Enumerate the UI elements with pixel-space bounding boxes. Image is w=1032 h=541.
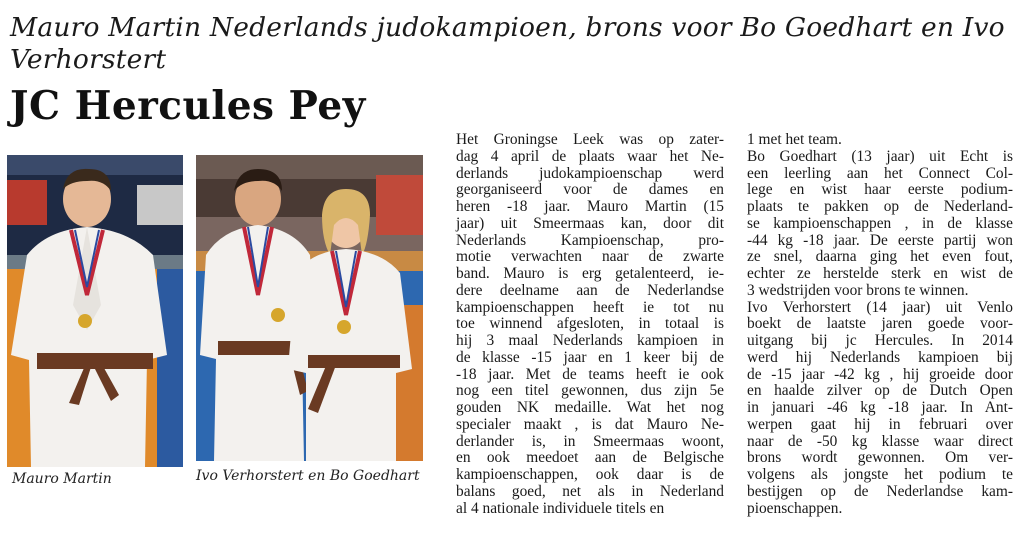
photo-mauro-martin-image (7, 155, 183, 467)
article-line: toe winnend afgesloten, in totaal is (456, 315, 724, 333)
article-line: echter ze herstelde sterk en wist de (747, 265, 1013, 282)
article-line: brons wordt gewonnen. Om ver- (747, 449, 1013, 467)
article-line: de klasse -15 jaar en 1 keer bij de (456, 348, 724, 366)
article-line: hij 3 maal Nederlands kampioen in (456, 332, 724, 349)
photo-caption-2: Ivo Verhorstert en Bo Goedhart (196, 468, 420, 484)
photo-ivo-bo (196, 155, 423, 461)
article-line: dag 4 april de plaats waar het Ne- (456, 147, 724, 165)
article-line: derlander is, in Smeermaas woont, (456, 432, 724, 450)
article-line: pioenschappen. (747, 499, 843, 517)
article-line: werd hij Nederlands kampioen bij (747, 348, 1013, 366)
article-line: Bo Goedhart (13 jaar) uit Echt is (747, 147, 1013, 165)
article-line: motie verwachten naar de zwarte (456, 248, 724, 266)
article-line: en ook meedoet aan de Belgische (456, 449, 724, 467)
article-column-1 (456, 132, 724, 517)
article-line: volgens als jongste het podium te (747, 466, 1013, 483)
article-line: uitgang bij jc Hercules. In 2014 (747, 332, 1013, 349)
article-line: in januari -46 kg -18 jaar. In Ant- (747, 399, 1013, 416)
article-line: al 4 nationale individuele titels en (456, 499, 665, 517)
photo-mauro-martin (7, 155, 183, 467)
article-line: -18 jaar. Met de teams heeft ie ook (456, 365, 724, 383)
article-line: band. Mauro is erg getalenteerd, ie- (456, 265, 724, 282)
article-line: ze snel, daarna ging het even fout, (747, 248, 1013, 266)
article-line: kampioenschappen, ook daar is de (456, 466, 724, 483)
article-line: dere deelname aan de Nederlandse (456, 281, 724, 299)
article-subheadline: JC Hercules Pey (10, 83, 366, 129)
article-line: balans goed, net als in Nederland (456, 482, 724, 500)
article-line: derlands judokampioenschap werd (456, 164, 724, 182)
article-line: Nederlands Kampioenschap, pro- (456, 231, 724, 249)
article-line: bestijgen op de Nederlandse kam- (747, 482, 1013, 500)
article-line: de -15 jaar -42 kg , hij groeide door (747, 365, 1013, 383)
article-line: gouden NK medaille. Wat het nog (456, 399, 724, 416)
article-line: werpen gaat hij in februari over (747, 415, 1013, 433)
article-line: naar de -50 kg klasse waar direct (747, 432, 1013, 450)
article-line: heren -18 jaar. Mauro Martin (15 (456, 198, 724, 215)
article-line: Ivo Verhorstert (14 jaar) uit Venlo (747, 298, 1013, 316)
article-line: boekt de laatste jaren goede voor- (747, 315, 1013, 333)
article-line: specialer maakt , is dat Mauro Ne- (456, 415, 724, 433)
article-line: kampioenschappen heeft ie tot nu (456, 298, 724, 316)
article-line: -44 kg -18 jaar. De eerste partij won (747, 231, 1013, 249)
article-line: en haalde zilver op de Dutch Open (747, 382, 1013, 400)
article-line: se kampioenschappen , in de klasse (747, 214, 1013, 232)
article-line: 1 met het team. (747, 131, 842, 148)
photo-caption-1: Mauro Martin (12, 471, 112, 487)
article-column-2 (747, 132, 1013, 517)
article-line: een leerling aan het Connect Col- (747, 164, 1013, 182)
article-line: plaats te pakken op de Nederland- (747, 198, 1013, 215)
article-headline: Mauro Martin Nederlands judokampioen, brons voor Bo Goedhart en Ivo Verhorstert (10, 12, 1005, 75)
photo-ivo-bo-image (196, 155, 423, 461)
article-line: georganiseerd voor de dames en (456, 181, 724, 199)
article-line: nog een titel gewonnen, dus zijn 5e (456, 382, 724, 400)
article-line: lege en wist haar eerste podium- (747, 181, 1013, 199)
article-line: Het Groningse Leek was op zater- (456, 131, 724, 148)
article-line: jaar) uit Smeermaas kan, door dit (456, 214, 724, 232)
article-line: 3 wedstrijden voor brons te winnen. (747, 281, 969, 299)
